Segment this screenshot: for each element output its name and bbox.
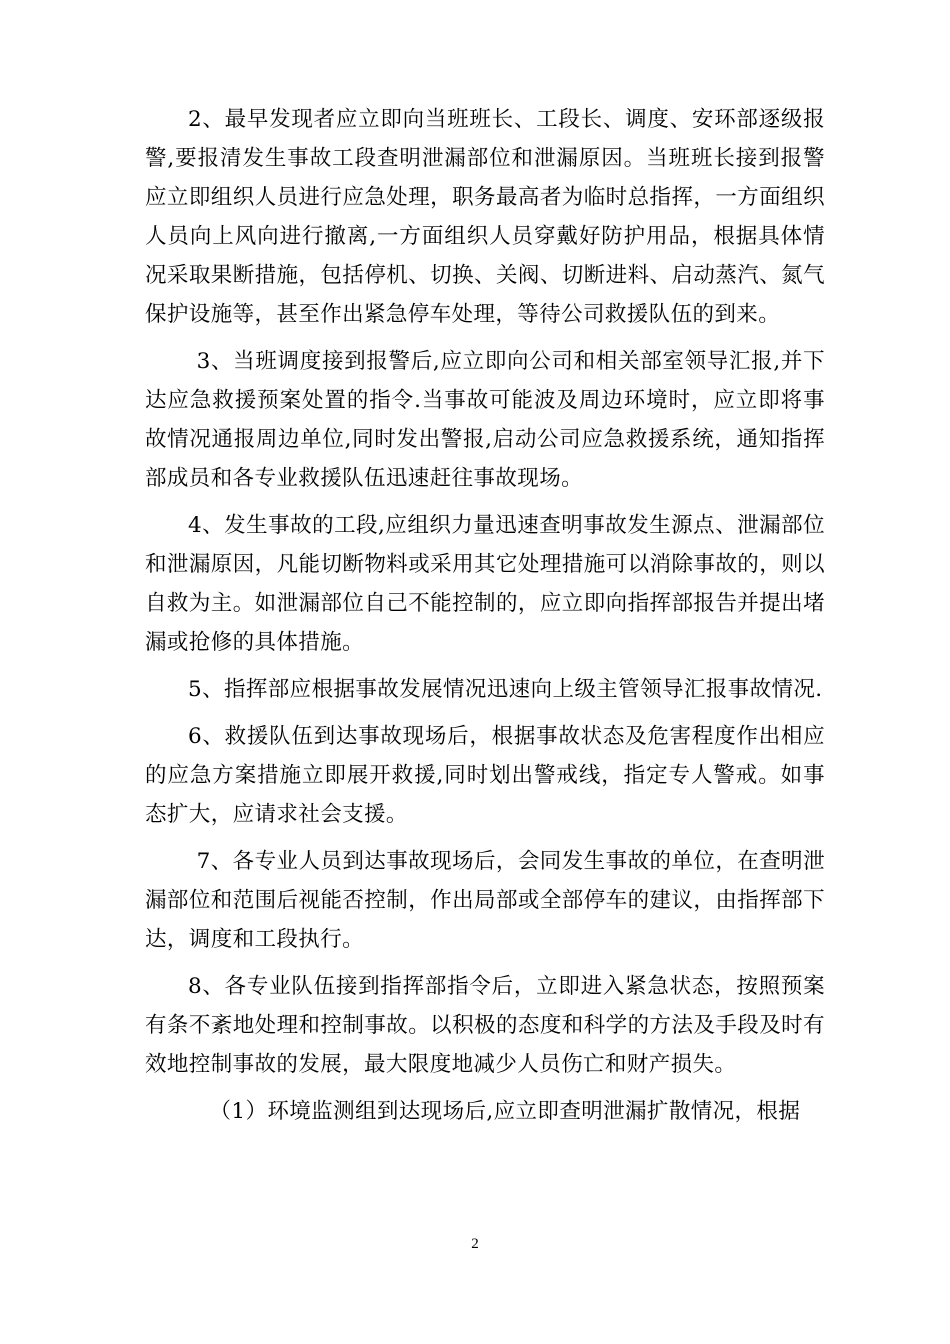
paragraph-6-rescue-team: 6、救援队伍到达事故现场后，根据事故状态及危害程度作出相应的应急方案措施立即展开救援,同时划出警戒线，指定专人警戒。如事态扩大，应请求社会支援。 — [145, 724, 825, 827]
paragraph-5-command-reporting: 5、指挥部应根据事故发展情况迅速向上级主管领导汇报事故情况. — [188, 677, 823, 702]
paragraph-7-specialists: 7、各专业人员到达事故现场后，会同发生事故的单位，在查明泄漏部位和范围后视能否控制，作出局部或全部停车的建议，由指挥部下达，调度和工段执行。 — [145, 849, 825, 952]
paragraph-8-1-environment-monitoring: （1）环境监测组到达现场后,应立即查明泄漏扩散情况，根据 — [209, 1099, 801, 1124]
paragraph-8-emergency-status: 8、各专业队伍接到指挥部指令后，立即进入紧急状态，按照预案有条不紊地处理和控制事故。以积极的态度和科学的方法及手段及时有效地控制事故的发展，最大限度地减少人员伤亡和财产损失。 — [145, 974, 825, 1077]
paragraph-3-dispatch-reporting: 3、当班调度接到报警后,应立即向公司和相关部室领导汇报,并下达应急救援预案处置的指令.当事故可能波及周边环境时，应立即将事故情况通报周边单位,同时发出警报,启动公司应急救援系统，通知指挥部成员和各专业救援队伍迅速赶往事故现场。 — [145, 349, 825, 491]
paragraph-4-section-response: 4、发生事故的工段,应组织力量迅速查明事故发生源点、泄漏部位和泄漏原因，凡能切断物料或采用其它处理措施可以消除事故的，则以自救为主。如泄漏部位自己不能控制的，应立即向指挥部报告并提出堵漏或抢修的具体措施。 — [145, 513, 825, 655]
paragraph-2-alarm-reporting: 2、最早发现者应立即向当班班长、工段长、调度、安环部逐级报警,要报清发生事故工段查明泄漏部位和泄漏原因。当班班长接到报警应立即组织人员进行应急处理，职务最高者为临时总指挥，一方面组织人员向上风向进行撤离,一方面组织人员穿戴好防护用品，根据具体情况采取果断措施，包括停机、切换、关阀、切断进料、启动蒸汽、氮气保护设施等，甚至作出紧急停车处理，等待公司救援队伍的到来。 — [145, 107, 825, 327]
page-number: 2 — [471, 1236, 479, 1252]
document-body — [145, 100, 825, 1139]
